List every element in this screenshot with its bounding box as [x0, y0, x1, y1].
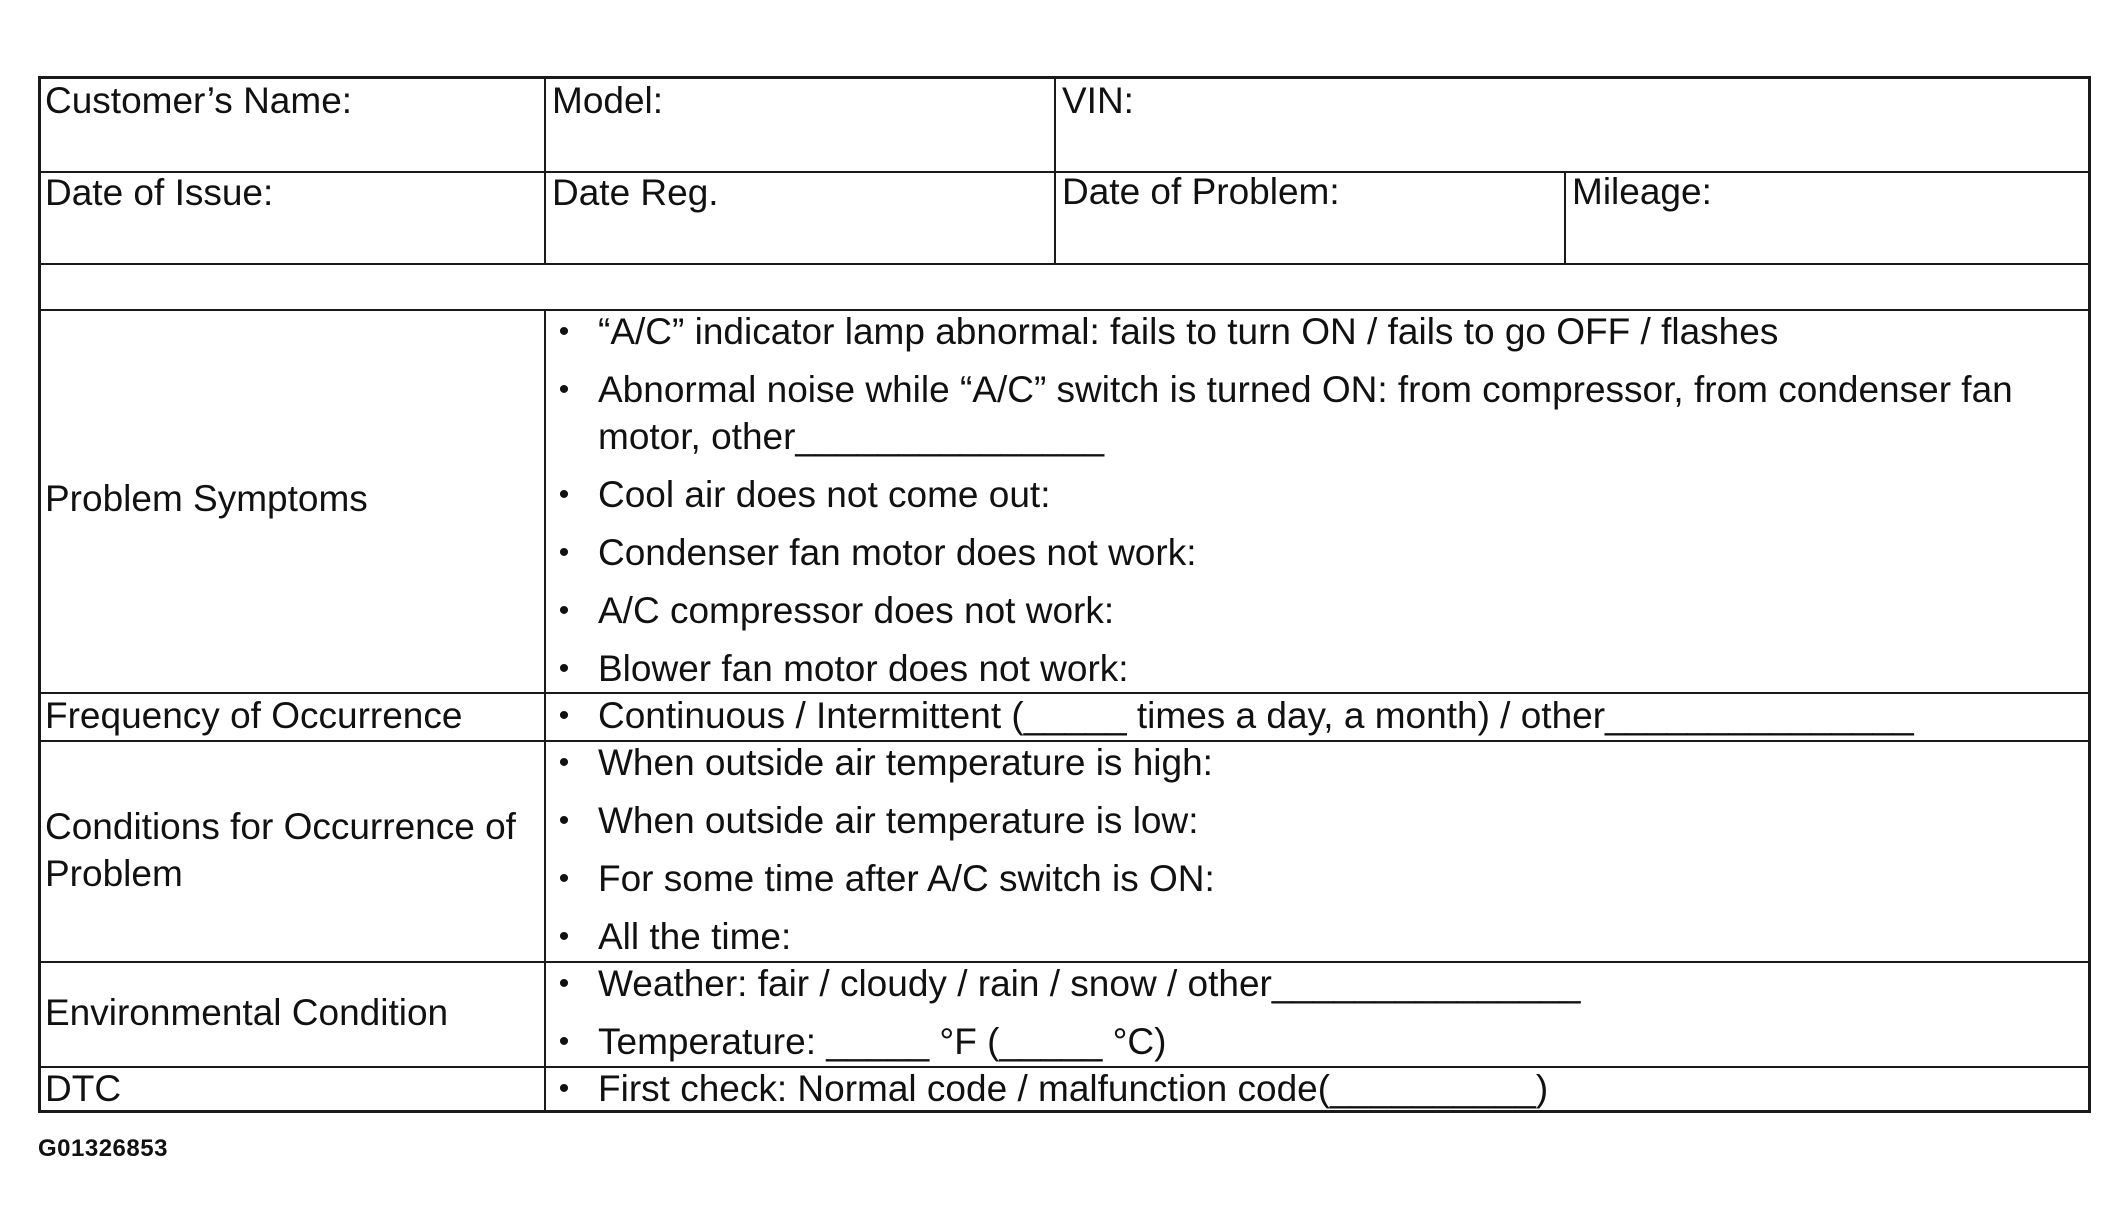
bullet-icon: • [558, 594, 570, 627]
bullet-icon: • [558, 804, 570, 837]
bullet-icon: • [558, 536, 570, 569]
frequency-label: Frequency of Occurrence [45, 695, 463, 736]
conditions-label-line2: Problem [45, 853, 183, 894]
symptom-text: Blower fan motor does not work: [598, 648, 1129, 689]
bullet-icon: • [558, 1025, 570, 1058]
bullet-icon: • [558, 478, 570, 511]
dtc-label: DTC [45, 1068, 122, 1109]
figure-code: G01326853 [38, 1135, 168, 1162]
bullet-icon: • [558, 1072, 570, 1105]
customer-name-label: Customer’s Name: [45, 80, 353, 121]
rule-col2 [1054, 79, 1056, 263]
frequency-text: Continuous / Intermittent (_____ times a day, a month) / other_______________ [598, 695, 1914, 736]
conditions-label-line1: Conditions for Occurrence of [45, 806, 516, 847]
model-label: Model: [552, 80, 664, 121]
date-of-issue-label: Date of Issue: [45, 172, 274, 213]
rule-row2-bottom [41, 263, 2088, 265]
bullet-icon: • [558, 967, 570, 1000]
bullet-icon: • [558, 373, 570, 406]
date-reg-label: Date Reg. [552, 172, 719, 213]
rule-col1-bottom [544, 309, 546, 1110]
bullet-icon: • [558, 699, 570, 732]
vin-label: VIN: [1062, 80, 1134, 121]
symptom-text: Abnormal noise while “A/C” switch is turned ON: from compressor, from condenser fan [598, 369, 2013, 410]
mileage-label: Mileage: [1572, 171, 1712, 212]
bullet-icon: • [558, 746, 570, 779]
symptom-text: Condenser fan motor does not work: [598, 532, 1197, 573]
bullet-icon: • [558, 315, 570, 348]
symptom-text: “A/C” indicator lamp abnormal: fails to turn ON / fails to go OFF / flashes [598, 311, 1779, 352]
condition-text: All the time: [598, 916, 792, 957]
condition-text: When outside air temperature is low: [598, 800, 1199, 841]
symptom-text: Cool air does not come out: [598, 474, 1051, 515]
environment-label: Environmental Condition [45, 992, 449, 1033]
condition-text: For some time after A/C switch is ON: [598, 858, 1215, 899]
environment-text: Weather: fair / cloudy / rain / snow / other_______________ [598, 963, 1581, 1004]
bullet-icon: • [558, 862, 570, 895]
date-of-problem-label: Date of Problem: [1062, 171, 1340, 212]
environment-text: Temperature: _____ °F (_____ °C) [598, 1021, 1167, 1062]
dtc-text: First check: Normal code / malfunction code(__________) [598, 1068, 1549, 1109]
bullet-icon: • [558, 920, 570, 953]
symptom-text: motor, other_______________ [598, 416, 1105, 457]
rule-col3 [1564, 171, 1566, 263]
rule-col1-top [544, 79, 546, 263]
bullet-icon: • [558, 652, 570, 685]
symptom-text: A/C compressor does not work: [598, 590, 1115, 631]
customer-problem-form [38, 76, 2091, 1113]
problem-symptoms-label: Problem Symptoms [45, 478, 368, 519]
condition-text: When outside air temperature is high: [598, 742, 1213, 783]
